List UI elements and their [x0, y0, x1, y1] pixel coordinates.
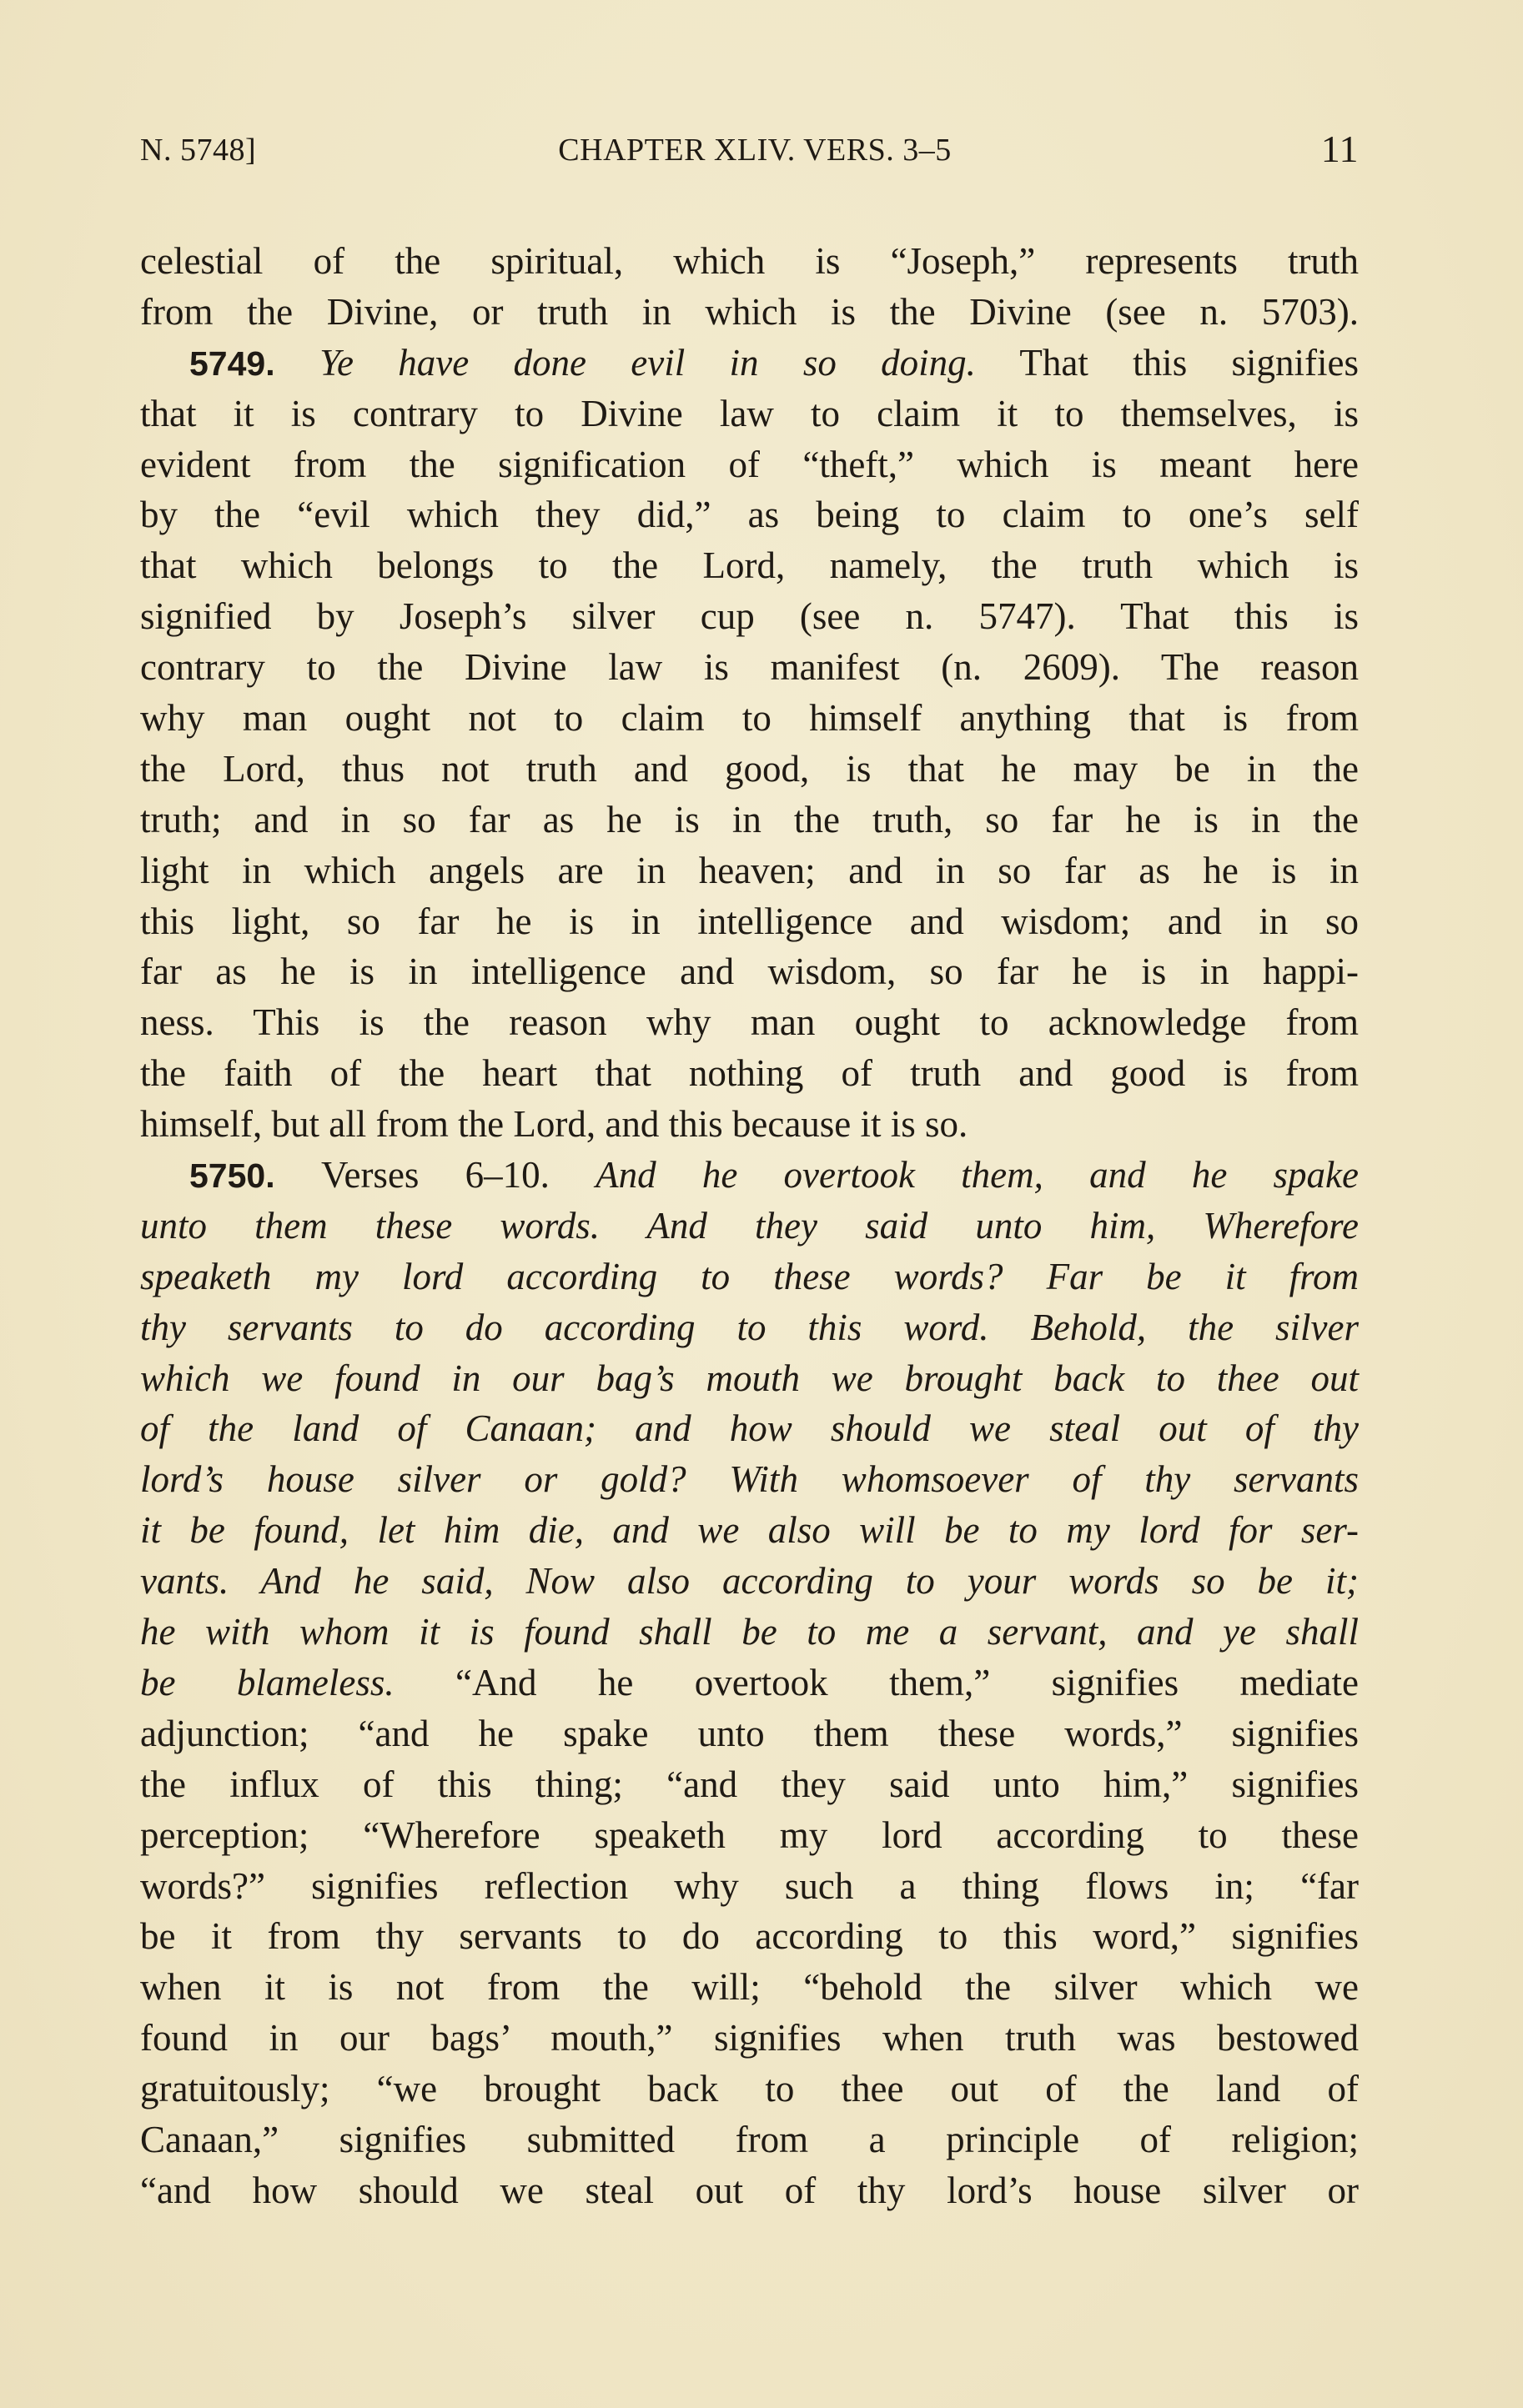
text-segment: be it from thy servants to do according to this word,” signifies	[140, 1915, 1359, 1958]
text-line	[140, 2165, 1359, 2216]
page-number: 11	[1320, 128, 1359, 170]
text-line	[140, 1962, 1359, 2013]
text-line	[140, 2115, 1359, 2165]
text-line	[140, 1048, 1359, 1099]
text-segment: “And he overtook them,” signifies mediate	[394, 1661, 1359, 1703]
text-segment: That this signifies	[975, 341, 1359, 384]
text-segment: from the Divine, or truth in which is the Divine (see n. 5703).	[140, 290, 1359, 333]
text-line	[140, 845, 1359, 896]
italic-scripture-text: lord’s house silver or gold? With whomsoever of thy servants	[140, 1458, 1359, 1501]
text-segment: the influx of this thing; “and they said unto him,” signifies	[140, 1763, 1359, 1805]
text-line	[140, 1911, 1359, 1962]
text-line	[140, 287, 1359, 338]
text-segment: that which belongs to the Lord, namely, the truth which is	[140, 544, 1359, 587]
text-line	[140, 1556, 1359, 1607]
text-segment: why man ought not to claim to himself anything that is from	[140, 697, 1359, 740]
text-segment: truth; and in so far as he is in the truth, so far he is in the	[140, 798, 1359, 840]
text-line	[140, 1302, 1359, 1353]
text-line	[140, 1861, 1359, 1912]
italic-scripture-text: speaketh my lord according to these words? Far be it from	[140, 1255, 1359, 1297]
text-segment: celestial of the spiritual, which is “Joseph,” represents truth	[140, 240, 1359, 282]
text-line	[140, 591, 1359, 642]
italic-scripture-text: And he overtook them, and he spake	[596, 1154, 1359, 1196]
paragraph-number: 5749.	[189, 344, 320, 383]
text-segment: found in our bags’ mouth,” signifies when truth was bestowed	[140, 2017, 1359, 2059]
italic-scripture-text: it be found, let him die, and we also will be to my lord for ser-	[140, 1509, 1359, 1552]
text-segment: ness. This is the reason why man ought to acknowledge from	[140, 1001, 1359, 1044]
text-line	[140, 642, 1359, 693]
italic-scripture-text: which we found in our bag’s mouth we brought back to thee out	[140, 1357, 1359, 1399]
text-line	[140, 2013, 1359, 2064]
text-segment: words?” signifies reflection why such a thing flows in; “far	[140, 1864, 1359, 1907]
text-segment: gratuitously; “we brought back to thee out of the land of	[140, 2068, 1359, 2110]
text-segment: evident from the signification of “theft,” which is meant here	[140, 443, 1359, 485]
text-line	[140, 1353, 1359, 1404]
text-line	[140, 236, 1359, 287]
text-line	[140, 1454, 1359, 1505]
italic-scripture-text: Ye have done evil in so doing.	[319, 341, 976, 384]
text-segment: that it is contrary to Divine law to claim it to themselves, is	[140, 392, 1359, 434]
text-line	[140, 540, 1359, 591]
text-segment: Verses 6–10.	[320, 1154, 596, 1196]
text-line	[140, 1505, 1359, 1556]
text-segment: by the “evil which they did,” as being to claim to one’s self	[140, 494, 1359, 536]
text-line	[140, 1708, 1359, 1759]
text-segment: adjunction; “and he spake unto them these words,” signifies	[140, 1712, 1359, 1754]
paragraph-number: 5750.	[189, 1156, 321, 1196]
italic-scripture-text: of the land of Canaan; and how should we steal out of thy	[140, 1407, 1359, 1450]
text-line	[140, 1759, 1359, 1810]
text-line	[140, 2064, 1359, 2115]
text-line	[140, 1252, 1359, 1302]
text-segment: perception; “Wherefore speaketh my lord according to these	[140, 1814, 1359, 1856]
italic-scripture-text: thy servants to do according to this word. Behold, the silver	[140, 1306, 1359, 1348]
text-line	[140, 1810, 1359, 1861]
italic-scripture-text: he with whom it is found shall be to me a servant, and ye shall	[140, 1611, 1359, 1653]
text-line	[140, 1658, 1359, 1708]
text-line	[140, 489, 1359, 540]
text-line	[140, 1150, 1359, 1201]
text-segment: himself, but all from the Lord, and this because it is so.	[140, 1103, 968, 1146]
text-segment: far as he is in intelligence and wisdom, so far he is in happi-	[140, 951, 1359, 993]
running-head-title: CHAPTER XLIV. VERS. 3–5	[558, 133, 952, 168]
text-line	[140, 1607, 1359, 1658]
text-line	[140, 693, 1359, 744]
text-line	[140, 1403, 1359, 1454]
text-segment: the Lord, thus not truth and good, is that he may be in the	[140, 747, 1359, 790]
text-line	[140, 946, 1359, 997]
text-line	[140, 896, 1359, 947]
text-segment: signified by Joseph’s silver cup (see n. 5747). That this is	[140, 595, 1359, 638]
text-segment: when it is not from the will; “behold the silver which we	[140, 1966, 1359, 2009]
text-line	[140, 338, 1359, 389]
text-line	[140, 997, 1359, 1048]
text-segment: light in which angels are in heaven; and in so far as he is in	[140, 849, 1359, 891]
text-line	[140, 1201, 1359, 1252]
italic-scripture-text: be blameless.	[140, 1661, 395, 1703]
text-segment: “and how should we steal out of thy lord’s house silver or	[140, 2169, 1359, 2211]
text-segment: this light, so far he is in intelligence and wisdom; and in so	[140, 900, 1359, 942]
text-line	[140, 389, 1359, 439]
running-head-section-number: N. 5748]	[140, 133, 257, 168]
body-text	[140, 236, 1359, 2216]
text-segment: the faith of the heart that nothing of truth and good is from	[140, 1052, 1359, 1095]
italic-scripture-text: vants. And he said, Now also according to your words so be it;	[140, 1560, 1359, 1603]
text-line	[140, 439, 1359, 490]
italic-scripture-text: unto them these words. And they said unto him, Wherefore	[140, 1204, 1359, 1247]
text-line	[140, 795, 1359, 845]
text-segment: Canaan,” signifies submitted from a principle of religion;	[140, 2118, 1359, 2160]
text-line	[140, 744, 1359, 795]
text-line	[140, 1099, 1359, 1150]
text-segment: contrary to the Divine law is manifest (n. 2609). The reason	[140, 646, 1359, 689]
